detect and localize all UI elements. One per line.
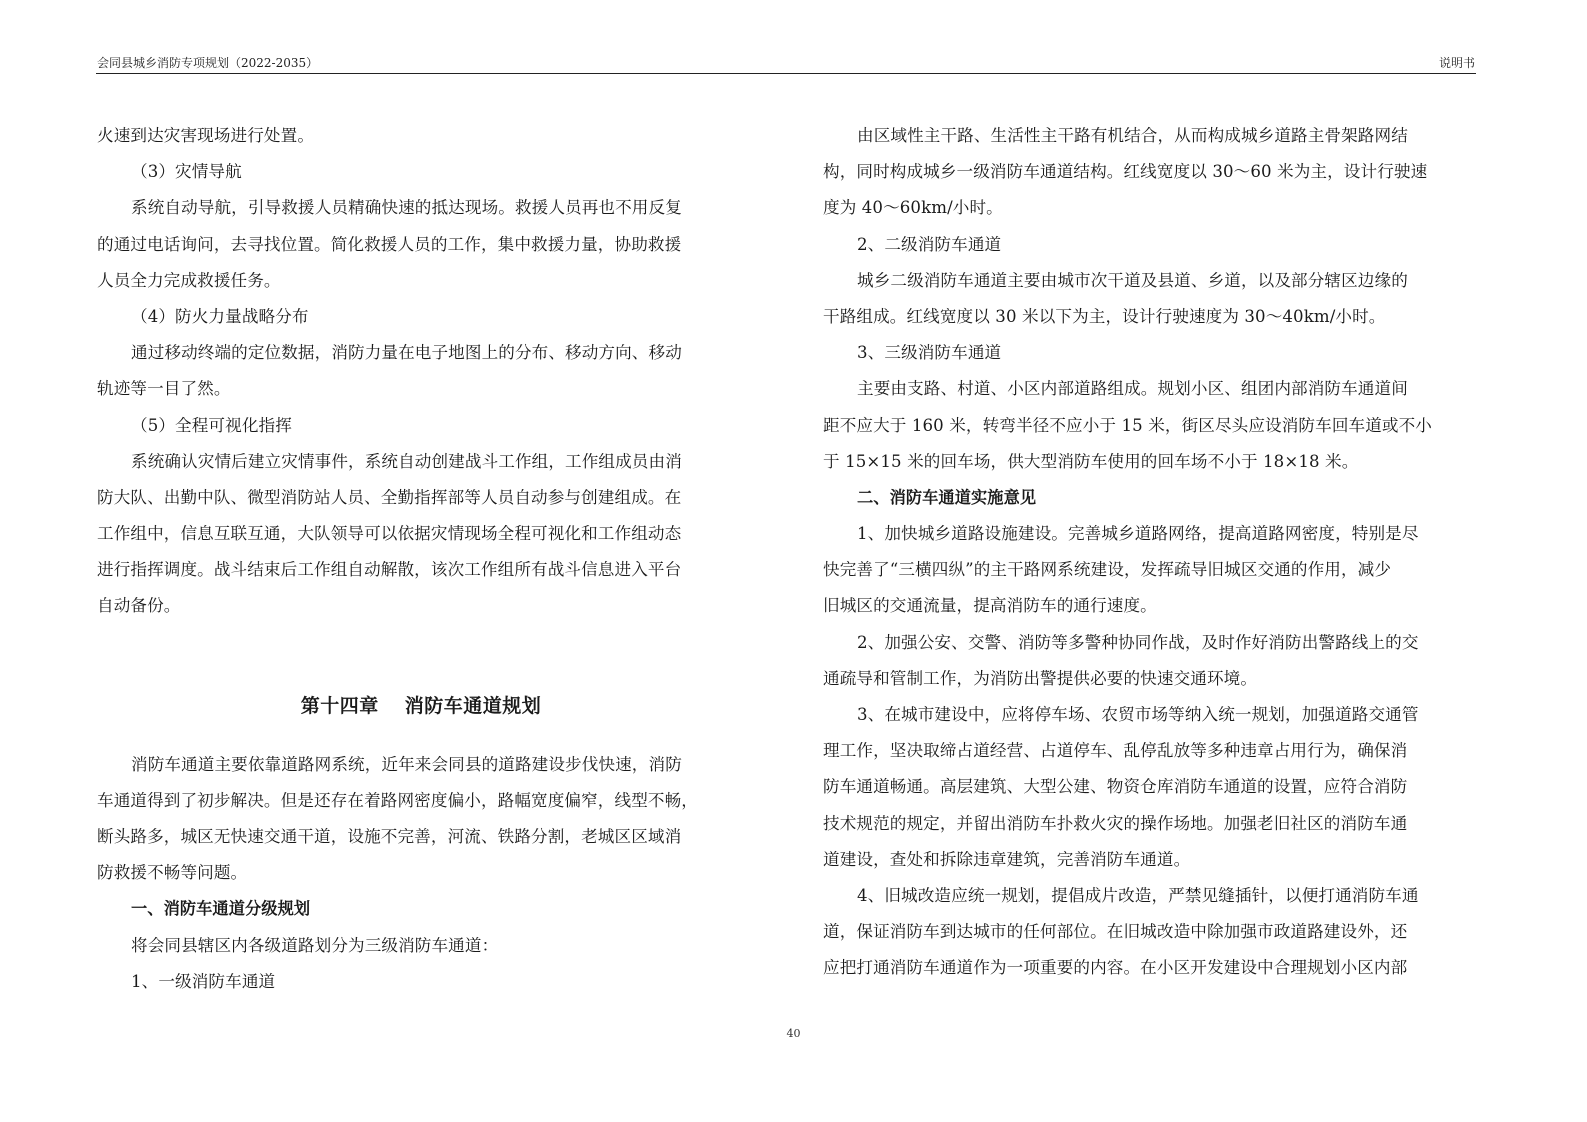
paragraph-line: 自动备份。 <box>97 596 181 616</box>
running-header-title: 会同县城乡消防专项规划（2022-2035） <box>97 56 319 70</box>
paragraph-line: 1、加快城乡道路设施建设。完善城乡道路网络，提高道路网密度，特别是尽 <box>857 524 1419 544</box>
section-heading-implementation: 二、消防车通道实施意见 <box>857 487 1037 507</box>
paragraph-line: 通过移动终端的定位数据，消防力量在电子地图上的分布、移动方向、移动 <box>131 343 682 363</box>
spacer <box>97 727 745 747</box>
chapter-number: 第十四章 <box>300 694 379 717</box>
paragraph-line: 进行指挥调度。战斗结束后工作组自动解散，该次工作组所有战斗信息进入平台 <box>97 560 682 580</box>
page-number: 40 <box>786 1027 801 1040</box>
paragraph-line: 2、加强公安、交警、消防等多警种协同作战，及时作好消防出警路线上的交 <box>857 632 1419 652</box>
paragraph-line: 3、在城市建设中，应将停车场、农贸市场等纳入统一规划，加强道路交通管 <box>857 705 1419 724</box>
paragraph-line: 距不应大于 160 米，转弯半径不应小于 15 米，街区尽头应设消防车回车道或不小 <box>823 415 1432 435</box>
paragraph-line: 系统自动导航，引导救援人员精确快速的抵达现场。救援人员再也不用反复 <box>131 198 682 218</box>
subheading-disaster-navigation: （3）灾情导航 <box>131 162 242 182</box>
subheading-visual-command: （5）全程可视化指挥 <box>131 415 292 435</box>
paragraph-line: 车通道得到了初步解决。但是还存在着路网密度偏小，路幅宽度偏窄，线型不畅， <box>97 790 698 810</box>
paragraph-line: 度为 40～60km/小时。 <box>823 198 1003 218</box>
spacer <box>97 625 745 685</box>
left-column <box>97 118 745 1000</box>
paragraph-line: 4、旧城改造应统一规划，提倡成片改造，严禁见缝插针，以便打通消防车通 <box>857 885 1419 905</box>
paragraph-line: 应把打通消防车通道作为一项重要的内容。在小区开发建设中合理规划小区内部 <box>823 958 1408 978</box>
paragraph-line: 由区域性主干路、生活性主干路有机结合，从而构成城乡道路主骨架路网结 <box>857 126 1408 145</box>
paragraph-line: 快完善了“三横四纵”的主干路网系统建设，发挥疏导旧城区交通的作用，减少 <box>823 560 1392 580</box>
paragraph-line: 防救援不畅等问题。 <box>97 863 248 883</box>
paragraph-line: 城乡二级消防车通道主要由城市次干道及县道、乡道，以及部分辖区边缘的 <box>857 270 1408 290</box>
paragraph-line: 消防车通道主要依靠道路网系统，近年来会同县的道路建设步伐快速，消防 <box>131 754 682 774</box>
paragraph-line: 防大队、出勤中队、微型消防站人员、全勤指挥部等人员自动参与创建组成。在 <box>97 487 682 507</box>
list-item-level-two: 2、二级消防车通道 <box>857 234 1002 254</box>
paragraph-line: 人员全力完成救援任务。 <box>97 270 281 290</box>
paragraph-line: 轨迹等一目了然。 <box>97 379 231 399</box>
paragraph-line: 系统确认灾情后建立灾情事件，系统自动创建战斗工作组，工作组成员由消 <box>131 451 682 471</box>
paragraph-line: 道建设，查处和拆除违章建筑，完善消防车通道。 <box>823 849 1191 869</box>
paragraph-line: 通疏导和管制工作，为消防出警提供必要的快速交通环境。 <box>823 668 1258 688</box>
right-column <box>823 118 1471 987</box>
paragraph-line: 干路组成。红线宽度以 30 米以下为主，设计行驶速度为 30～40km/小时。 <box>823 306 1386 326</box>
paragraph-line: 于 15×15 米的回车场，供大型消防车使用的回车场不小于 18×18 米。 <box>823 451 1359 471</box>
paragraph-line: 构，同时构成城乡一级消防车通道结构。红线宽度以 30～60 米为主，设计行驶速 <box>823 162 1428 182</box>
list-item-level-one: 1、一级消防车通道 <box>131 971 276 991</box>
paragraph-line: 防车通道畅通。高层建筑、大型公建、物资仓库消防车通道的设置，应符合消防 <box>823 777 1408 797</box>
paragraph-line: 将会同县辖区内各级道路划分为三级消防车通道： <box>131 935 499 955</box>
section-heading-grading: 一、消防车通道分级规划 <box>131 899 311 919</box>
paragraph-line: 的通过电话询问，去寻找位置。简化救援人员的工作，集中救援力量，协助救援 <box>97 234 682 254</box>
paragraph-line: 工作组中，信息互联互通，大队领导可以依据灾情现场全程可视化和工作组动态 <box>97 524 682 544</box>
paragraph-line: 道，保证消防车到达城市的任何部位。在旧城改造中除加强市政道路建设外，还 <box>823 922 1408 942</box>
chapter-heading <box>97 685 745 727</box>
paragraph-line: 主要由支路、村道、小区内部道路组成。规划小区、组团内部消防车通道间 <box>857 379 1408 399</box>
header-rule <box>96 73 1476 74</box>
paragraph-line: 旧城区的交通流量，提高消防车的通行速度。 <box>823 596 1157 616</box>
paragraph-line: 断头路多，城区无快速交通干道，设施不完善，河流、铁路分割，老城区区域消 <box>97 827 682 846</box>
chapter-title: 消防车通道规划 <box>404 694 542 717</box>
subheading-force-distribution: （4）防火力量战略分布 <box>131 306 309 326</box>
list-item-level-three: 3、三级消防车通道 <box>857 343 1002 363</box>
paragraph-line: 技术规范的规定，并留出消防车扑救火灾的操作场地。加强老旧社区的消防车通 <box>823 813 1408 833</box>
paragraph-line: 火速到达灾害现场进行处置。 <box>97 126 315 145</box>
paragraph-line: 理工作，坚决取缔占道经营、占道停车、乱停乱放等多种违章占用行为，确保消 <box>823 741 1408 761</box>
running-header-section: 说明书 <box>1438 56 1475 70</box>
